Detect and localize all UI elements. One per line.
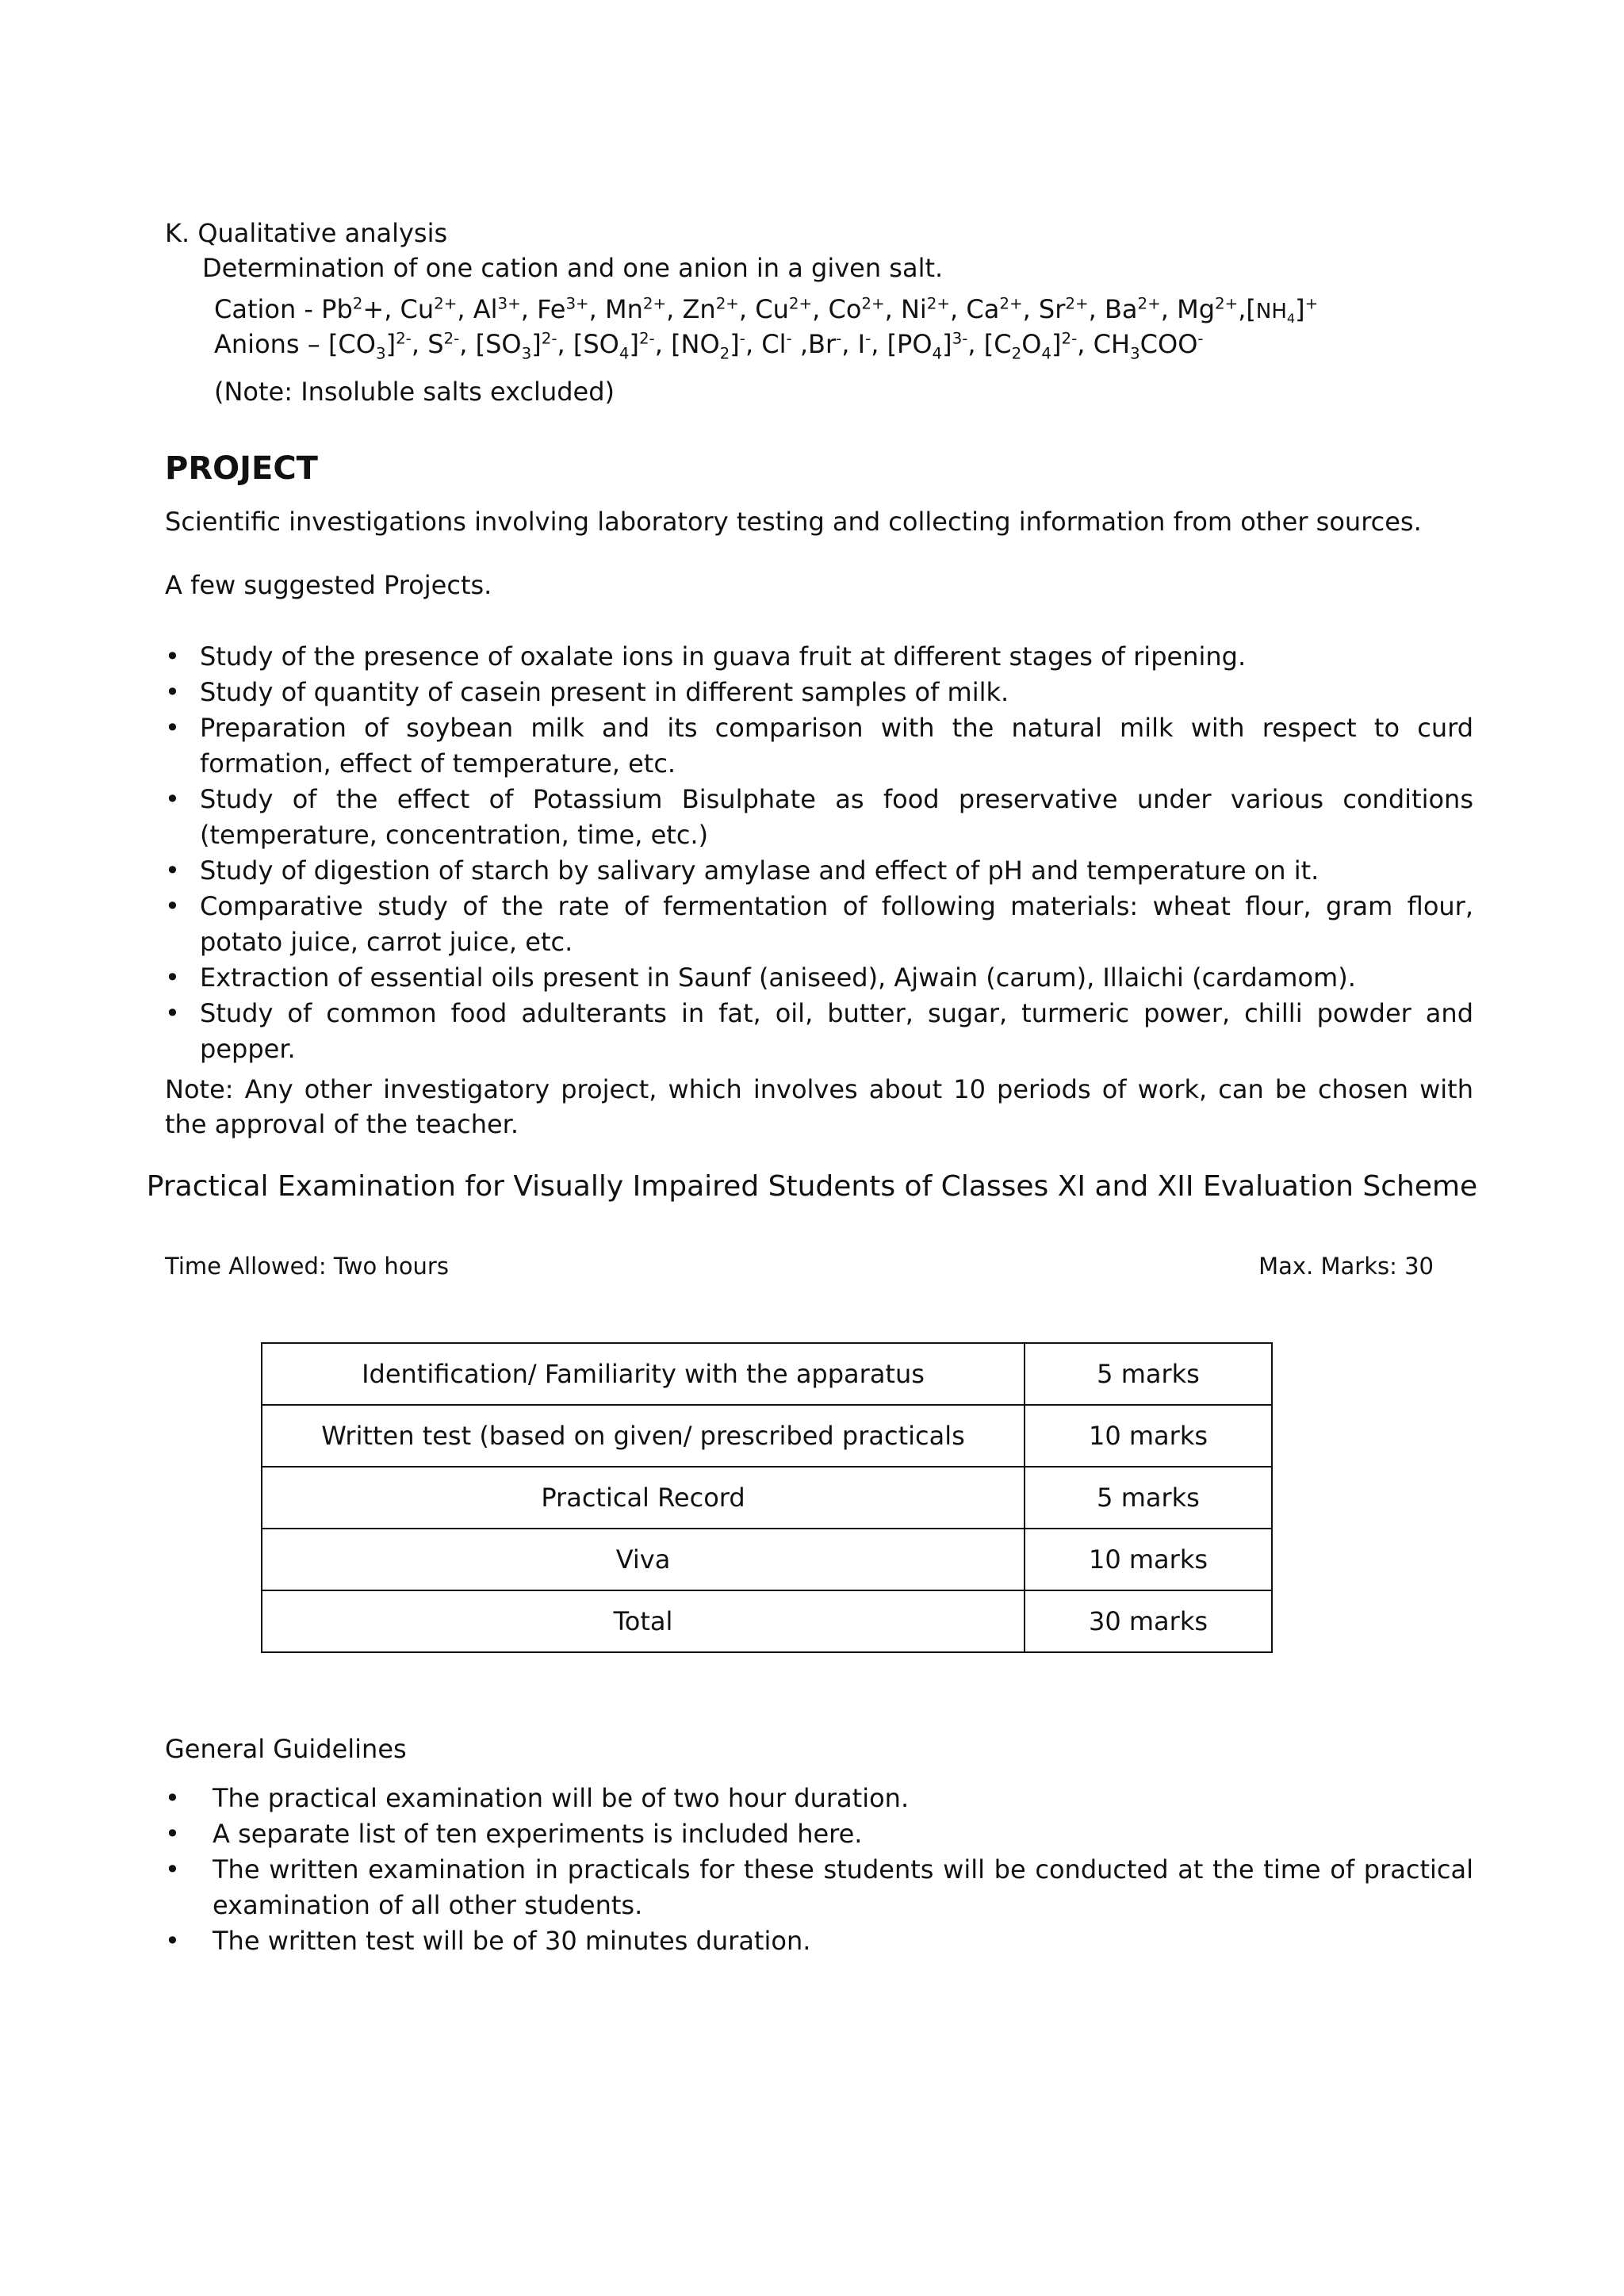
marks-table <box>261 1342 1273 1653</box>
cation-list: Cation - $Pb^2+$, $Cu^{2+}$, $Al^{3+}$, $Fe^{3+}$, $Mn^{2+}$, $Zn^{2+}$, $Cu^{2+}$, $Co^{2+}$, $Ni^{2+}$, $Ca^{2+}$, $Sr^{2+}$, $Ba^{2+}$, $Mg^{2+},[NH_4]^+$ <box>214 294 1319 327</box>
list-item: • Extraction of essential oils present in Saunf (aniseed), Ajwain (carum), Illaichi (cardamom). <box>165 960 1473 996</box>
table-row <box>262 1590 1272 1652</box>
list-item: • The practical examination will be of two hour duration. <box>165 1781 1473 1816</box>
table-cell: 30 marks <box>1025 1590 1272 1652</box>
table-cell: 5 marks <box>1025 1467 1272 1529</box>
table-cell: 5 marks <box>1025 1343 1272 1405</box>
list-item: • Study of quantity of casein present in different samples of milk. <box>165 675 1473 710</box>
project-list <box>165 639 1473 1067</box>
guidelines-title: General Guidelines <box>165 1734 407 1764</box>
qualitative-intro: Determination of one cation and one anion in a given salt. <box>202 253 944 283</box>
list-item: • Study of common food adulterants in fat, oil, butter, sugar, turmeric power, chilli powder and pepper. <box>165 996 1473 1067</box>
list-item: • The written examination in practicals for these students will be conducted at the time of practical examination of all other students. <box>165 1852 1473 1923</box>
table-cell: Identification/ Familiarity with the apparatus <box>262 1343 1025 1405</box>
table-cell: Total <box>262 1590 1025 1652</box>
anion-list: Anions – $[CO_3]^{2-}$, $S^{2-}$, $[SO_3]^{2-}$, $[SO_4]^{2-}$, $[NO_2]^-$, Cl- ,Br-, I-, $[PO_4]^{3-}$, $[C_2O_4]^{2-}$, $CH_3COO^-$ <box>214 329 1204 363</box>
table-cell: 10 marks <box>1025 1529 1272 1590</box>
time-allowed: Time Allowed: Two hours <box>165 1253 449 1280</box>
qualitative-heading: K. Qualitative analysis <box>165 218 448 248</box>
table-row <box>262 1343 1272 1405</box>
table-row <box>262 1405 1272 1467</box>
list-item: • Study of the presence of oxalate ions in guava fruit at different stages of ripening. <box>165 639 1473 675</box>
project-intro: Scientific investigations involving laboratory testing and collecting information from other sources. <box>165 507 1422 537</box>
table-cell: Practical Record <box>262 1467 1025 1529</box>
guidelines-list <box>165 1781 1473 1959</box>
list-item: • A separate list of ten experiments is included here. <box>165 1816 1473 1852</box>
list-item: • Comparative study of the rate of fermentation of following materials: wheat flour, gram flour, potato juice, carrot juice, etc. <box>165 889 1473 960</box>
table-cell: 10 marks <box>1025 1405 1272 1467</box>
table-cell: Written test (based on given/ prescribed practicals <box>262 1405 1025 1467</box>
table-cell: Viva <box>262 1529 1025 1590</box>
qualitative-note: (Note: Insoluble salts excluded) <box>214 377 615 407</box>
table-row <box>262 1529 1272 1590</box>
list-item: • Preparation of soybean milk and its comparison with the natural milk with respect to curd formation, effect of temperature, etc. <box>165 710 1473 782</box>
project-suggested: A few suggested Projects. <box>165 570 492 600</box>
project-title: PROJECT <box>165 450 318 487</box>
list-item: • The written test will be of 30 minutes duration. <box>165 1923 1473 1959</box>
project-note: Note: Any other investigatory project, which involves about 10 periods of work, can be chosen with the approval of the teacher. <box>165 1074 1473 1139</box>
max-marks: Max. Marks: 30 <box>1258 1253 1434 1280</box>
list-item: • Study of the effect of Potassium Bisulphate as food preservative under various conditions (temperature, concentration, time, etc.) <box>165 782 1473 853</box>
exam-title: Practical Examination for Visually Impaired Students of Classes XI and XII Evaluation Scheme <box>146 1170 1478 1203</box>
table-row <box>262 1467 1272 1529</box>
list-item: • Study of digestion of starch by salivary amylase and effect of pH and temperature on it. <box>165 853 1473 889</box>
